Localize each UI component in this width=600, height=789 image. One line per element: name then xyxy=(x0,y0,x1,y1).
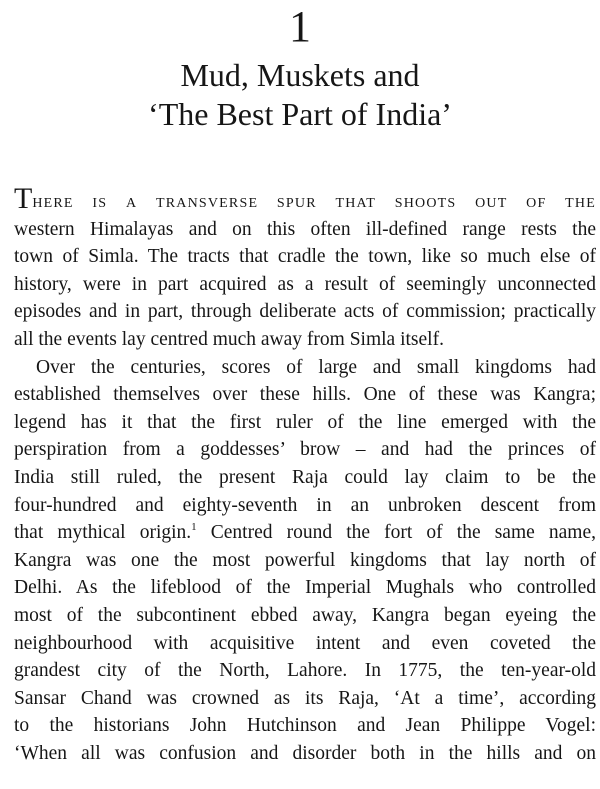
paragraph-2-line-1: Over the centuries, scores of large and small kingdoms had xyxy=(36,356,596,378)
text-after-footnote: Centred round the fort of the same name, xyxy=(196,522,596,544)
paragraph-2-line-4: perspiration from a goddesses’ brow – and had the princes of xyxy=(14,439,596,461)
paragraph-2-line-2: established themselves over these hills. One of these was Kangra; xyxy=(14,384,596,406)
paragraph-1-line-3: town of Simla. The tracts that cradle the town, like so much else of xyxy=(14,246,596,268)
paragraph-1-line-1 xyxy=(14,182,596,216)
footnote-marker[interactable]: 1 xyxy=(191,521,197,534)
chapter-title xyxy=(0,56,600,134)
chapter-number: 1 xyxy=(289,2,311,51)
paragraph-1-line-5: episodes and in part, through deliberate acts of commission; practically xyxy=(14,301,596,323)
paragraph-2-line-15: ‘When all was confusion and disorder both in the hills and on xyxy=(14,742,596,764)
paragraph-2-line-10: most of the subcontinent ebbed away, Kangra began eyeing the xyxy=(14,604,596,626)
opening-small-caps: here is a transverse spur that shoots out of the xyxy=(32,191,596,212)
paragraph-2-line-6: four-hundred and eighty-seventh in an unbroken descent from xyxy=(14,494,596,516)
paragraph-2-line-12: grandest city of the North, Lahore. In 1775, the ten-year-old xyxy=(14,660,596,682)
chapter-body xyxy=(14,182,596,767)
paragraph-1-line-4: history, were in part acquired as a result of seemingly unconnected xyxy=(14,273,596,295)
paragraph-2-line-9: Delhi. As the lifeblood of the Imperial Mughals who controlled xyxy=(14,577,596,599)
drop-cap: T xyxy=(14,182,33,215)
paragraph-1-line-6: all the events lay centred much away from Simla itself. xyxy=(14,328,444,350)
paragraph-2-line-8: Kangra was one the most powerful kingdoms that lay north of xyxy=(14,549,596,571)
paragraph-2-line-7 xyxy=(14,519,596,547)
text-before-footnote: that mythical origin. xyxy=(14,522,192,544)
chapter-title-line-1: Mud, Muskets and xyxy=(180,57,420,93)
chapter-title-line-2: ‘The Best Part of India’ xyxy=(148,96,452,132)
paragraph-2-line-5: India still ruled, the present Raja could lay claim to be the xyxy=(14,466,596,488)
paragraph-2-line-14: to the historians John Hutchinson and Jean Philippe Vogel: xyxy=(14,715,596,737)
paragraph-1-line-2: western Himalayas and on this often ill-defined range rests the xyxy=(14,218,596,240)
paragraph-2-line-11: neighbourhood with acquisitive intent and even coveted the xyxy=(14,632,596,654)
paragraph-2-line-3: legend has it that the first ruler of the line emerged with the xyxy=(14,411,596,433)
paragraph-2-line-13: Sansar Chand was crowned as its Raja, ‘At a time’, according xyxy=(14,687,596,709)
